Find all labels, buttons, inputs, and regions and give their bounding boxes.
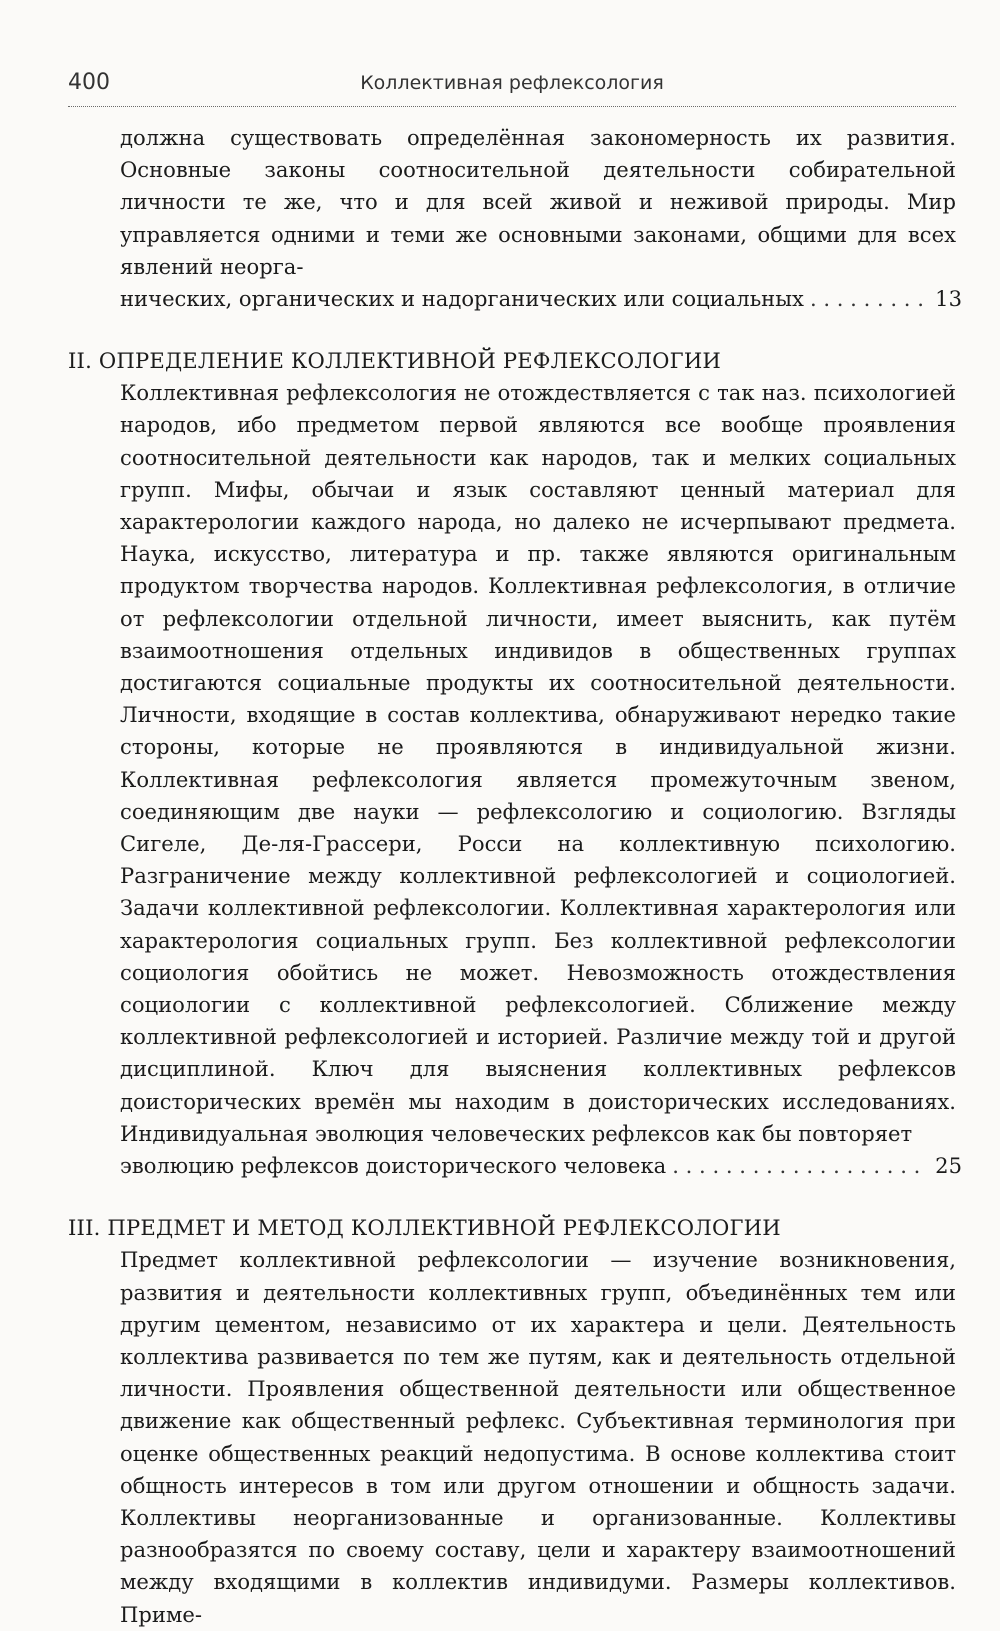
entry-text: Предмет коллективной рефлексологии — изучение возникновения, развития и деятельности коллективных групп, объединённых тем или другим цементом, независимо от их характера и цели. Деятельность коллектива развивается по тем же путям, как и деятельность отдельной личности. Проявления общественной деятельности или общественное движение как общественный рефлекс. Субъективная терминология при оценке общественных реакций недопустима. В основе коллектива стоит общность интересов в том или другом отношении и общность задачи. Коллективы неорганизованные и организованные. Коллективы разнообразятся по своему составу, цели и характеру взаимоотношений между входящими в коллектив индивидуми. Размеры коллективов. Приме-	[120, 1247, 956, 1627]
toc-entry-continuation	[68, 122, 962, 315]
entry-last-line	[120, 1150, 962, 1182]
running-title: Коллективная рефлексология	[360, 72, 664, 94]
running-head	[68, 66, 956, 107]
entry-text: Коллективная рефлексология не отождествляется с так наз. психологией народов, ибо предметом первой являются все вообще проявления соотносительной деятельности как народов, так и мелких социальных групп. Мифы, обычаи и язык составляют ценный материал для характерологии каждого народа, но далеко не исчерпывают предмета. Наука, искусство, литература и пр. также являются оригинальным продуктом творчества народов. Коллективная рефлексология, в отличие от рефлексологии отдельной личности, имеет выяснить, как путём взаимоотношения отдельных индивидов в общественных группах достигаются социальные продукты их соотносительной деятельности. Личности, входящие в состав коллектива, обнаруживают нередко такие стороны, которые не проявляются в индивидуальной жизни. Коллективная рефлексология является промежуточным звеном, соединяющим две науки — рефлексологию и социологию. Взгляды Сигеле, Де-ля-Грассери, Росси на коллективную психологию. Разграничение между коллективной рефлексологией и социологией. Задачи коллективной рефлексологии. Коллективная характерология или характерология социальных групп. Без коллективной рефлексологии социология обойтись не может. Невозможность отождествления социологии с коллективной рефлексологией. Сближение между коллективной рефлексологией и историей. Различие между той и другой дисциплиной. Ключ для выяснения коллективных рефлексов доисторических времён мы находим в доисторических исследованиях. Индивидуальная эволюция человеческих рефлексов как бы повторяет	[120, 380, 956, 1146]
toc-entry-section-3	[68, 1212, 956, 1630]
toc-entry-section-2	[68, 345, 962, 1182]
section-heading[interactable]: III. ПРЕДМЕТ И МЕТОД КОЛЛЕКТИВНОЙ РЕФЛЕКСОЛОГИИ	[68, 1215, 781, 1241]
entry-text: должна существовать определённая закономерность их развития. Основные законы соотносительной деятельности собирательной личности те же, что и для всей живой и неживой природы. Мир управляется одними и теми же основными законами, общими для всех явлений неорга-	[120, 125, 956, 279]
entry-last-line-text: эволюцию рефлексов доисторического человека	[120, 1153, 667, 1179]
page-reference[interactable]: 13	[935, 286, 962, 312]
page-reference[interactable]: 25	[935, 1153, 962, 1179]
entry-last-line-text: нических, органических и надорганических или социальных	[120, 286, 804, 312]
dot-leader	[672, 1150, 929, 1182]
entry-last-line	[120, 283, 962, 315]
dot-leader	[810, 283, 929, 315]
toc-content	[68, 122, 962, 1631]
page-number: 400	[68, 70, 110, 95]
section-heading[interactable]: II. ОПРЕДЕЛЕНИЕ КОЛЛЕКТИВНОЙ РЕФЛЕКСОЛОГИИ	[68, 348, 722, 374]
